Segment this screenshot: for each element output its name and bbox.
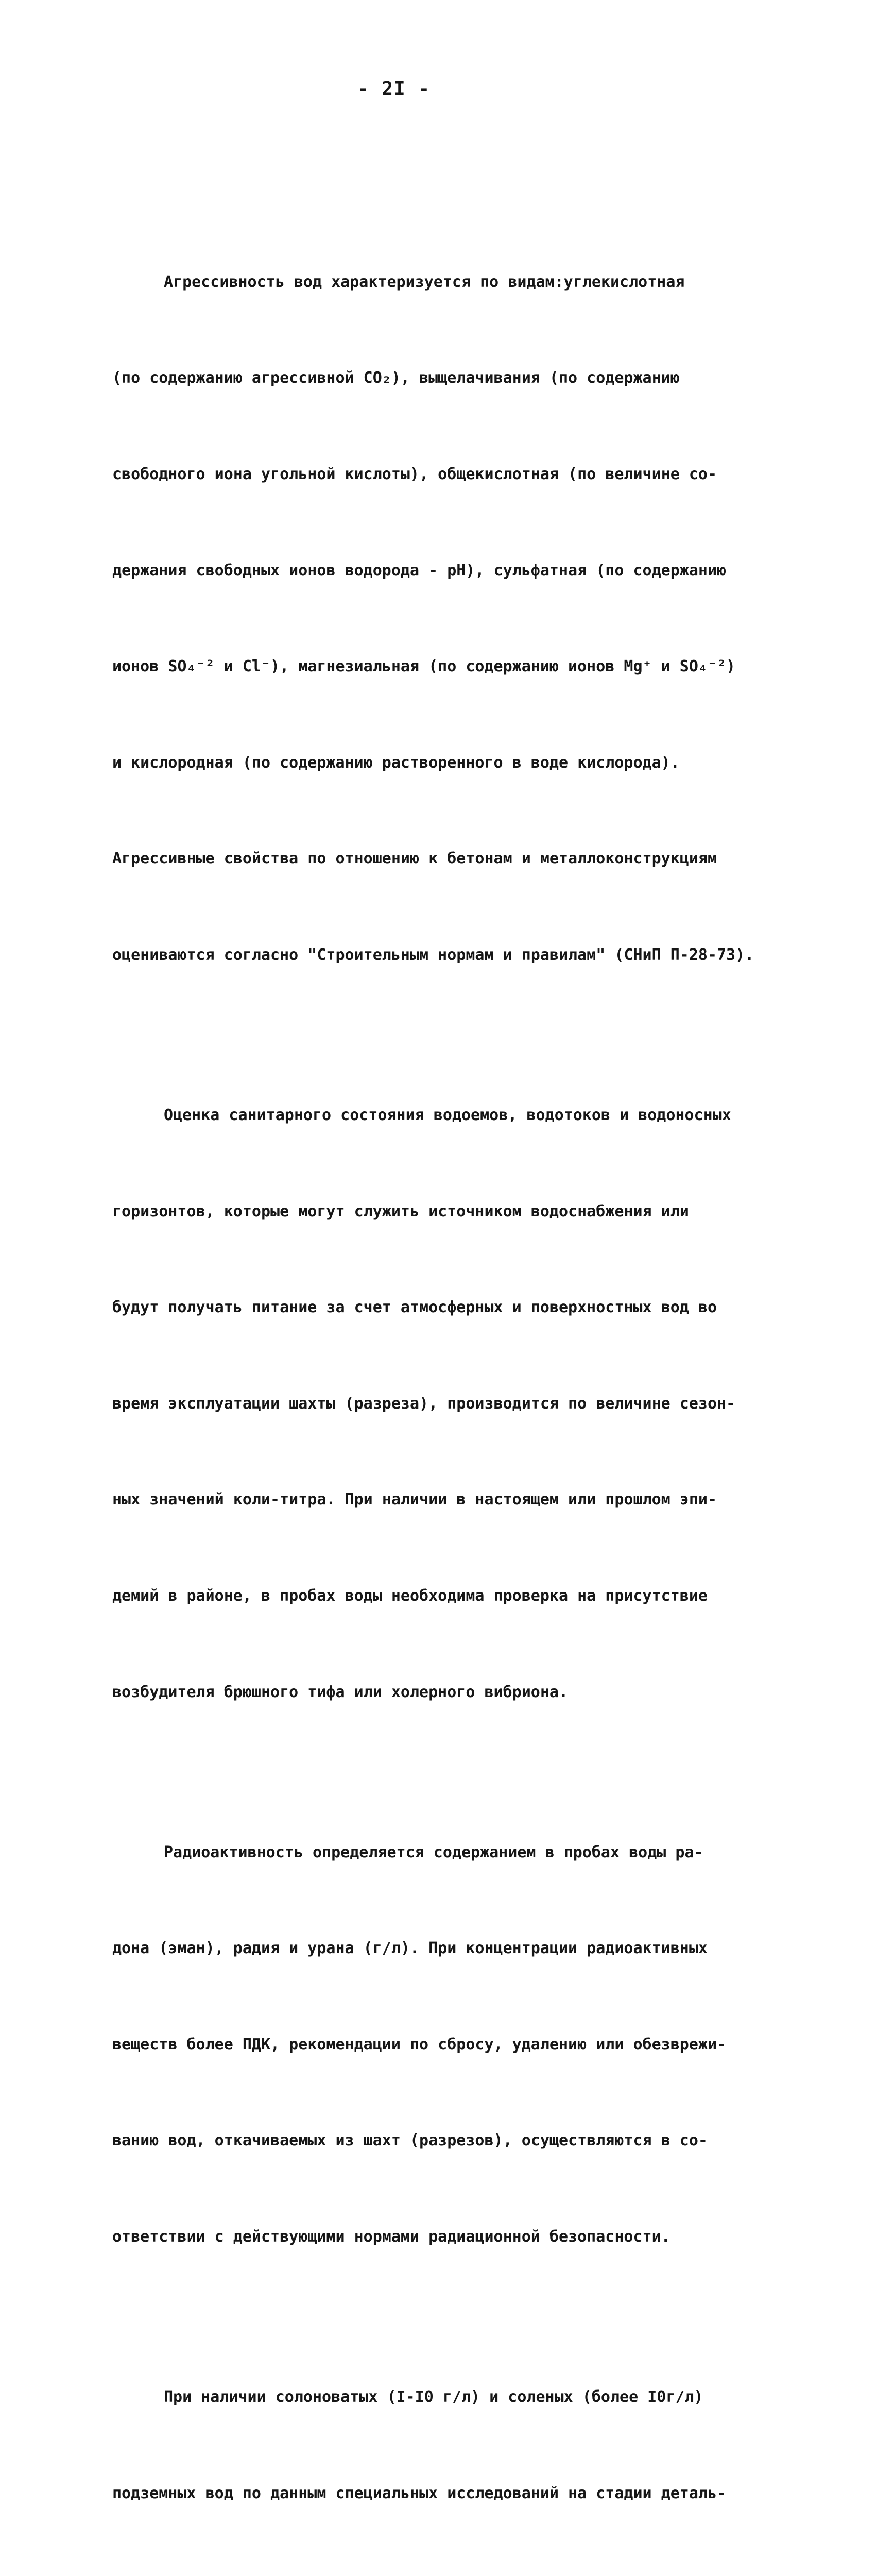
text-line: время эксплуатации шахты (разреза), производится по величине сезон- (112, 1394, 736, 1413)
text-line: ионов SO₄⁻² и Cl⁻), магнезиальная (по содержанию ионов Mg⁺ и SO₄⁻²) (112, 657, 736, 676)
text-line (112, 2573, 782, 2576)
text-line: веществ более ПДК, рекомендации по сбросу, удалению или обезврежи- (112, 2035, 727, 2054)
text-line: Радиоактивность определяется содержанием в пробах воды ра- (164, 1843, 703, 1861)
text-line: (по содержанию агрессивной CO₂), выщелачивания (по содержанию (112, 369, 680, 387)
text-line: будут получать питание за счет атмосферных и поверхностных вод во (112, 1298, 717, 1317)
text-line: горизонтов, которые могут служить источником водоснабжения или (112, 1202, 689, 1221)
text-line: оцениваются согласно "Строительным нормам и правилам" (СНиП П-28-73). (112, 945, 754, 964)
text-line: Оценка санитарного состояния водоемов, водотоков и водоносных (164, 1106, 731, 1124)
text-line: Агрессивные свойства по отношению к бетонам и металлоконструкциям (112, 850, 717, 868)
text-line: подземных вод по данным специальных исследований на стадии деталь- (112, 2484, 727, 2502)
text-line: дона (эман), радия и урана (г/л). При концентрации радиоактивных (112, 1939, 708, 1958)
text-line: свободного иона угольной кислоты), общекислотная (по величине со- (112, 465, 717, 483)
text-line: возбудителя брюшного тифа или холерного вибриона. (112, 1683, 569, 1701)
text-line: держания свободных ионов водорода - pH), сульфатная (по содержанию (112, 561, 727, 580)
text-line: демий в районе, в пробах воды необходима проверка на присутствие (112, 1586, 708, 1605)
text-line: Агрессивность вод характеризуется по видам:углекислотная (164, 273, 685, 291)
text-line: ных значений коли-титра. При наличии в настоящем или прошлом эпи- (112, 1490, 717, 1509)
text-line: ванию вод, откачиваемых из шахт (разрезов), осуществляются в со- (112, 2131, 708, 2150)
body-text (112, 138, 782, 2576)
page-number: - 2I - (357, 78, 431, 99)
text-line: и кислородная (по содержанию растворенного в воде кислорода). (112, 753, 680, 772)
text-line: ответствии с действующими нормами радиационной безопасности. (112, 2227, 670, 2246)
text-line: При наличии солоноватых (I-I0 г/л) и соленых (более I0г/л) (164, 2387, 703, 2406)
